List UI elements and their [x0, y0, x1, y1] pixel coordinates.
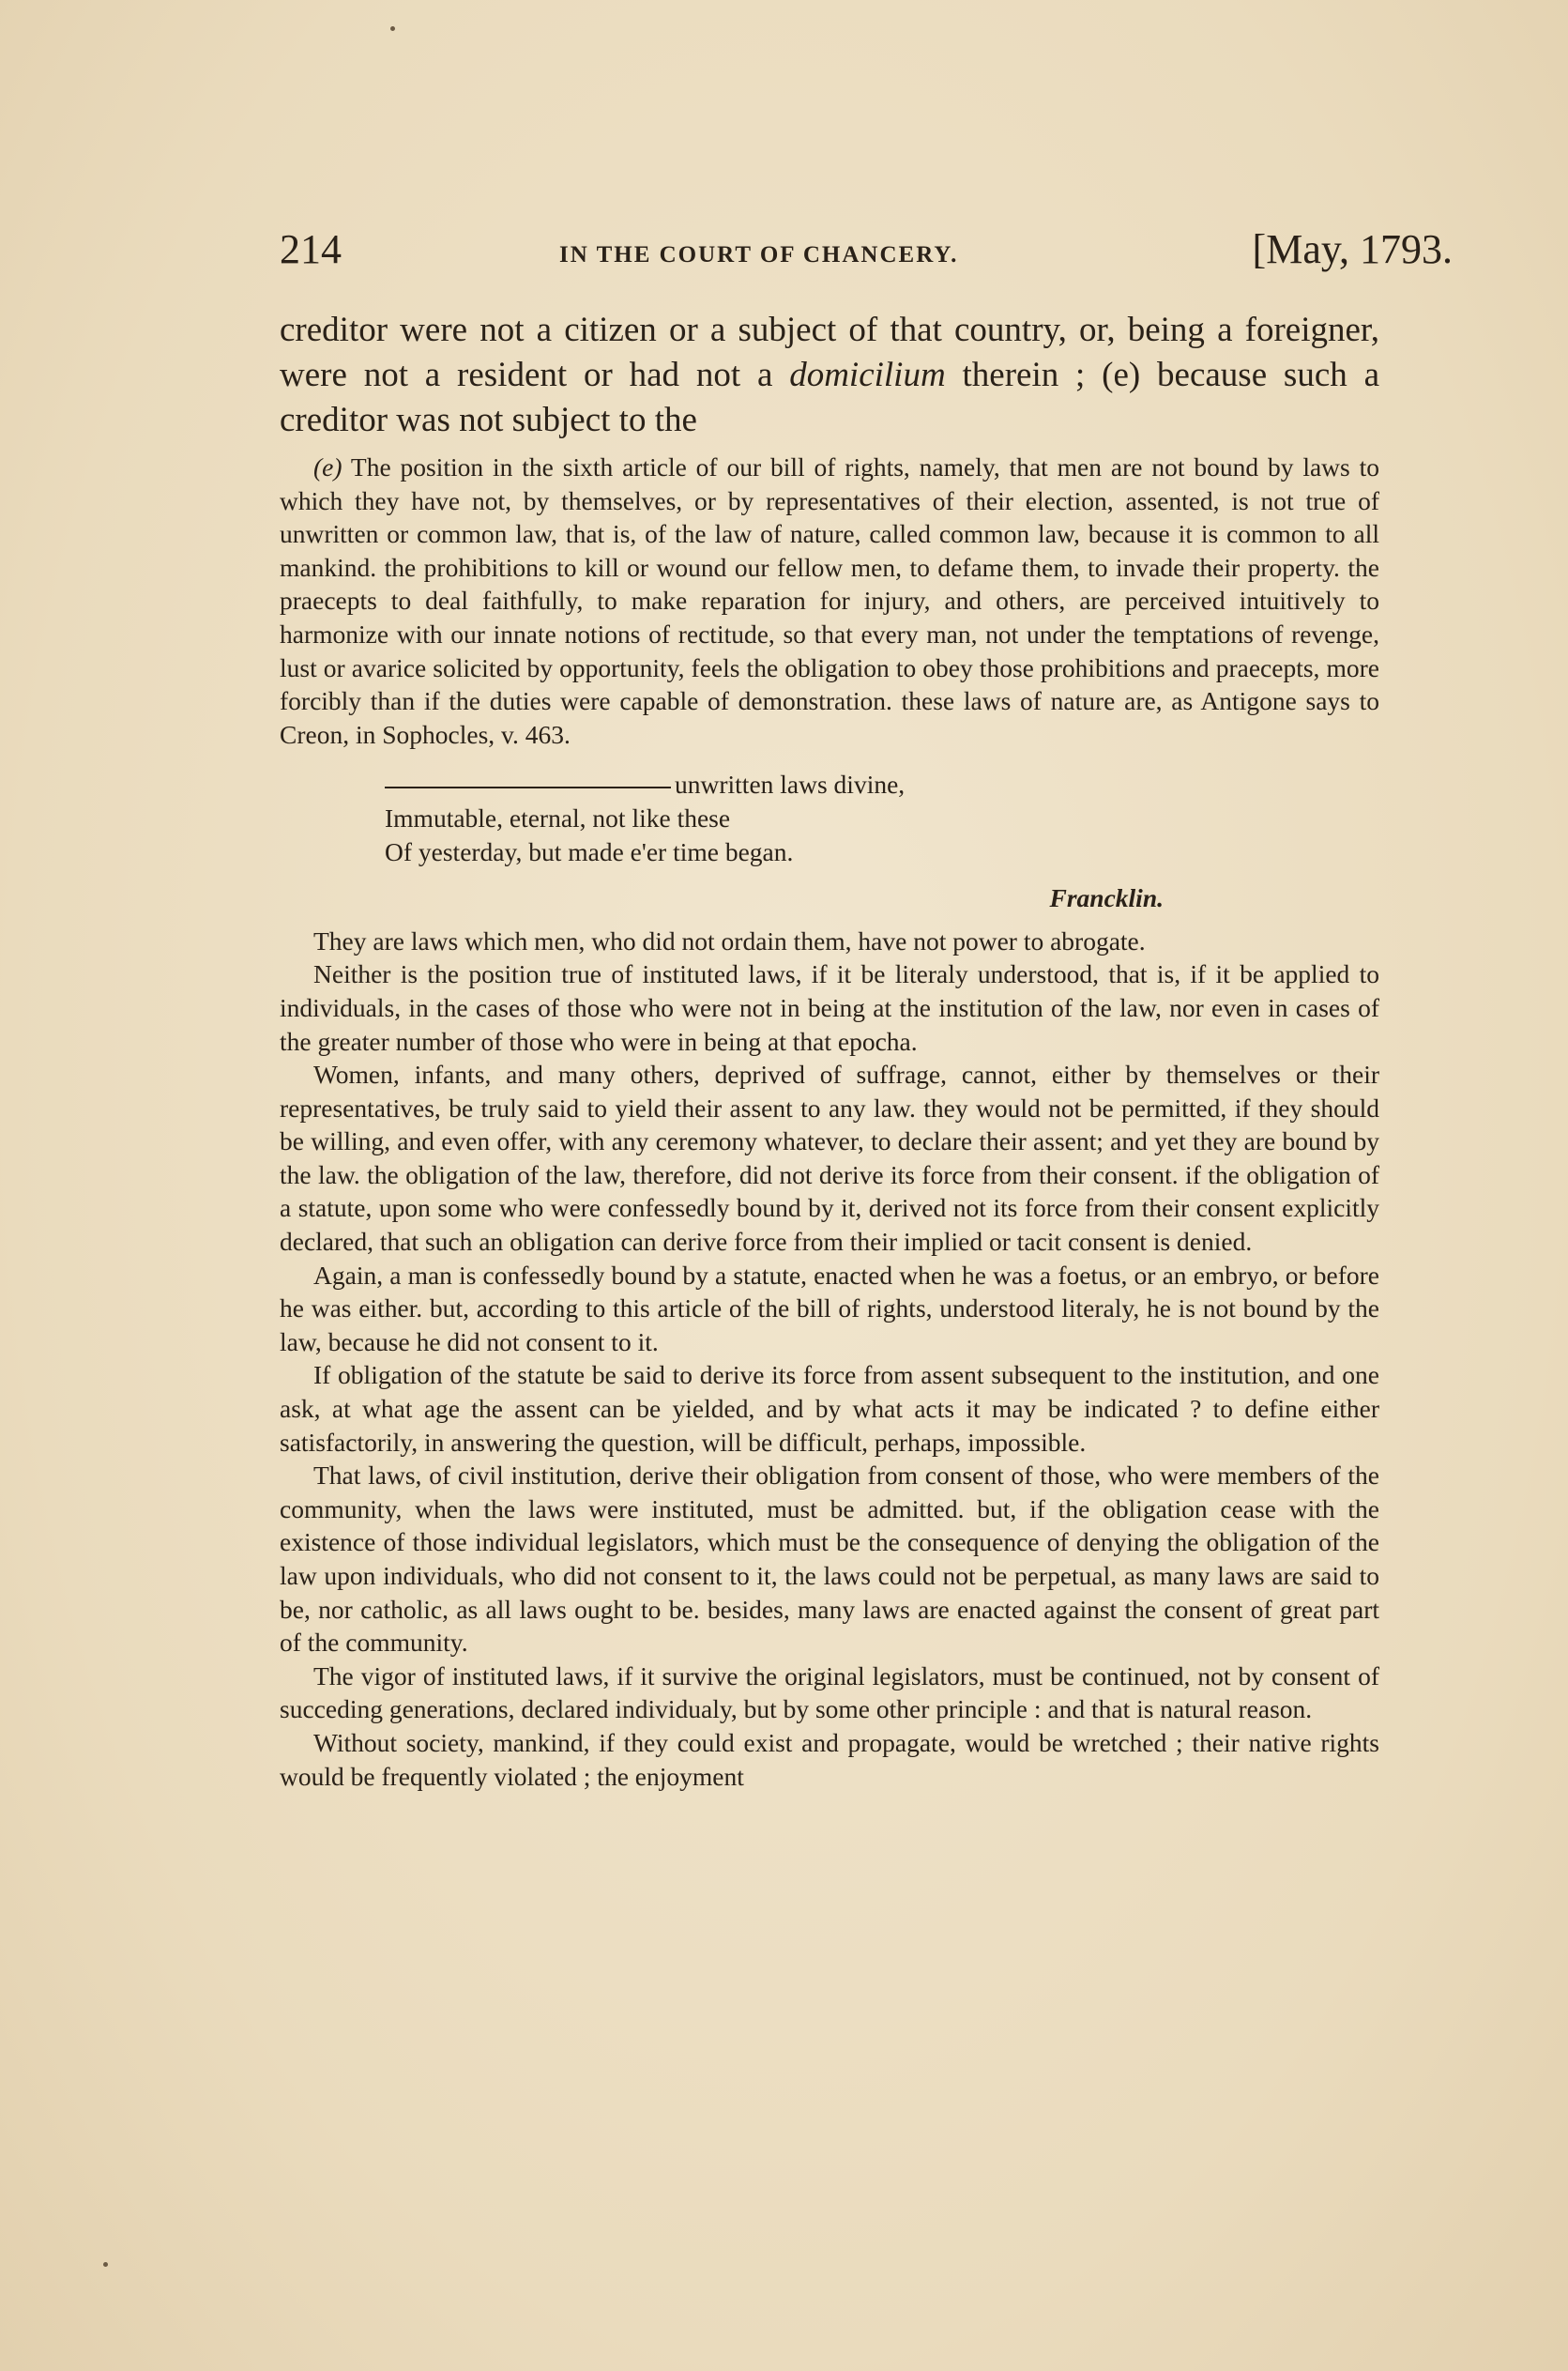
footnote-paragraph-8: The vigor of instituted laws, if it survive the original legislators, must be continued, not by consent of succeding generations, declared individualy, but by some other principle : and that is natural reason.: [280, 1660, 1379, 1724]
verse-line-1-text: unwritten laws divine,: [675, 770, 906, 800]
paper-spot: [390, 26, 395, 31]
footnote-paragraph-6: If obligation of the statute be said to derive its force from assent subsequent to the institution, and one ask, at what age the assent can be yielded, and by what acts it may be indicated ? to define either satisfactorily, in answering the question, will be difficult, perhaps, impossible.: [280, 1360, 1379, 1457]
footnote-paragraph-7: That laws, of civil institution, derive their obligation from consent of those, who were members of the community, when the laws were instituted, must be admitted. but, if the obligation cease with the existence of those individual legislators, which must be the consequence of denying the obligation of the law upon individuals, who did not consent to it, the laws could not be perpetual, as many laws are said to be, nor catholic, as all laws ought to be. besides, many laws are enacted against the consent of great part of the community.: [280, 1461, 1379, 1658]
verse-quotation: [385, 768, 1379, 868]
main-text-italic: domicilium: [789, 356, 946, 394]
verse-line-3: Of yesterday, but made e'er time began.: [385, 836, 794, 866]
header-date: [May, 1793.: [1252, 226, 1453, 272]
footnote: [280, 451, 1379, 1793]
footnote-marker: (e): [313, 452, 343, 482]
footnote-paragraph-4: Women, infants, and many others, deprived of suffrage, cannot, either by themselves or their representatives, be truly said to yield their assent to any law. they would not be permitted, if they should be willing, and even offer, with any ceremony whatever, to declare their assent; and yet they are bound by the law. the obligation of the law, therefore, did not derive its force from their consent. if the obligation of a statute, upon some who were confessedly bound by it, derived not its force from their consent explicitly declared, that such an obligation can derive force from their implied or tacit consent is denied.: [280, 1060, 1379, 1257]
verse-dash: [385, 787, 671, 788]
main-paragraph: [280, 308, 1379, 443]
verse-attribution: Francklin.: [1049, 883, 1164, 913]
page-number: 214: [280, 226, 342, 272]
verse-line-2: Immutable, eternal, not like these: [385, 803, 731, 833]
footnote-paragraph-1-text: The position in the sixth article of our bill of rights, namely, that men are not bound by laws to which they have not, by themselves, or by representatives of their election, assented, is not true of unwritten or common law, that is, of the law of nature, called common law, because it is common to all mankind. the prohibitions to kill or wound our fellow men, to defame them, to invade their property. the praecepts to deal faithfully, to make reparation for injury, and others, are perceived intuitively to harmonize with our innate notions of rectitude, so that every man, not under the temptations of revenge, lust or avarice solicited by opportunity, feels the obligation to obey those prohibitions and praecepts, more forcibly than if the duties were capable of demonstration. these laws of nature are, as Antigone says to Creon, in Sophocles, v. 463.: [280, 452, 1379, 749]
footnote-paragraph-3: Neither is the position true of instituted laws, if it be literaly understood, that is, if it be applied to individuals, in the cases of those who were not in being at the institution of the law, nor even in cases of the greater number of those who were in being at that epocha.: [280, 959, 1379, 1056]
footnote-paragraph-5: Again, a man is confessedly bound by a statute, enacted when he was a foetus, or an embryo, or before he was either. but, according to this article of the bill of rights, understood literaly, he is not bound by the law, because he did not consent to it.: [280, 1260, 1379, 1356]
main-text-part-2: therein ; (e) because such a creditor was not subject to the: [280, 356, 1379, 439]
footnote-paragraph-9: Without society, mankind, if they could exist and propagate, would be wretched ; their native rights would be frequently violated ; the enjoyment: [280, 1727, 1379, 1791]
footnote-paragraph-1: [280, 451, 1379, 751]
main-text-part-1: creditor were not a citizen or a subject of that country, or, being a foreigner, were not a resident or had not a: [280, 311, 1379, 394]
verse-line-1: [385, 768, 1379, 802]
footnote-paragraph-2: They are laws which men, who did not ordain them, have not power to abrogate.: [313, 925, 1146, 956]
page-header: [280, 222, 1462, 278]
paper-spot: [103, 2262, 108, 2267]
main-text: [280, 308, 1379, 443]
running-title: IN THE COURT OF CHANCERY.: [559, 242, 959, 268]
